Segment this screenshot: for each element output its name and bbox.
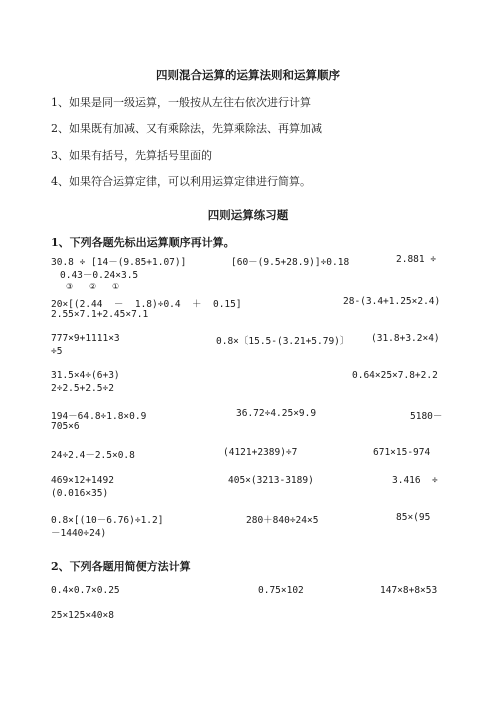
order-mark: ① bbox=[112, 282, 120, 291]
rule-3: 3、如果有括号，先算括号里面的 bbox=[51, 149, 212, 162]
order-mark: ② bbox=[89, 282, 97, 291]
exercise: 705×6 bbox=[51, 421, 80, 432]
exercise: 405×(3213-3189) bbox=[228, 475, 314, 486]
exercise: 3.416 ÷ bbox=[392, 475, 438, 486]
exercise: 0.8×[(10－6.76)÷1.2] bbox=[51, 515, 164, 526]
order-marks bbox=[66, 282, 135, 291]
exercise: (31.8+3.2×4) bbox=[371, 333, 440, 344]
exercise: 2.55×7.1+2.45×7.1 bbox=[51, 309, 149, 320]
rules-title: 四则混合运算的运算法则和运算顺序 bbox=[156, 68, 340, 82]
exercise: 85×(95 bbox=[396, 512, 431, 523]
exercise: 30.8 ÷ [14－(9.85+1.07)] bbox=[51, 257, 187, 268]
exercise: 28-(3.4+1.25×2.4) bbox=[343, 296, 441, 307]
exercise: 25×125×40×8 bbox=[51, 610, 114, 621]
exercise: 24÷2.4－2.5×0.8 bbox=[51, 450, 135, 461]
exercise: 671×15-974 bbox=[373, 447, 431, 458]
exercise: 0.64×25×7.8+2.2 bbox=[352, 370, 438, 381]
exercise: 469×12+1492 bbox=[51, 475, 114, 486]
exercise: 5180－ bbox=[410, 411, 443, 422]
rule-4: 4、如果符合运算定律，可以利用运算定律进行简算。 bbox=[51, 175, 311, 188]
exercise: 2.881 ÷ bbox=[396, 254, 437, 265]
exercise: 36.72÷4.25×9.9 bbox=[236, 408, 317, 419]
exercise: 777×9+1111×3 bbox=[51, 333, 120, 344]
section-1-heading: 1、下列各题先标出运算顺序再计算。 bbox=[51, 236, 235, 249]
exercise: 0.4×0.7×0.25 bbox=[51, 585, 120, 596]
exercise: 194－64.8÷1.8×0.9 bbox=[51, 411, 147, 422]
exercise: 2÷2.5+2.5÷2 bbox=[51, 383, 114, 394]
section-2-heading: 2、下列各题用简便方法计算 bbox=[51, 560, 191, 573]
exercise: (0.016×35) bbox=[51, 488, 109, 499]
exercise: (4121+2389)÷7 bbox=[223, 447, 298, 458]
exercise: 280＋840÷24×5 bbox=[246, 515, 319, 526]
exercise: ÷5 bbox=[51, 346, 63, 357]
exercise: 147×8+8×53 bbox=[380, 585, 438, 596]
practice-title: 四则运算练习题 bbox=[207, 208, 289, 222]
exercise: 31.5×4÷(6+3) bbox=[51, 370, 120, 381]
exercise: －1440÷24) bbox=[51, 528, 107, 539]
exercise: 0.75×102 bbox=[258, 585, 304, 596]
exercise: 20×[(2.44 － 1.8)÷0.4 ＋ 0.15] bbox=[51, 299, 242, 310]
rule-2: 2、如果既有加减、又有乘除法，先算乘除法、再算加减 bbox=[51, 122, 322, 135]
exercise: [60－(9.5+28.9)]÷0.18 bbox=[231, 257, 350, 268]
exercise: 0.43－0.24×3.5 bbox=[60, 270, 139, 281]
exercise: 0.8×〔15.5-(3.21+5.79)〕 bbox=[216, 336, 350, 347]
rule-1: 1、如果是同一级运算，一般按从左往右依次进行计算 bbox=[51, 96, 311, 109]
order-mark: ③ bbox=[66, 282, 74, 291]
